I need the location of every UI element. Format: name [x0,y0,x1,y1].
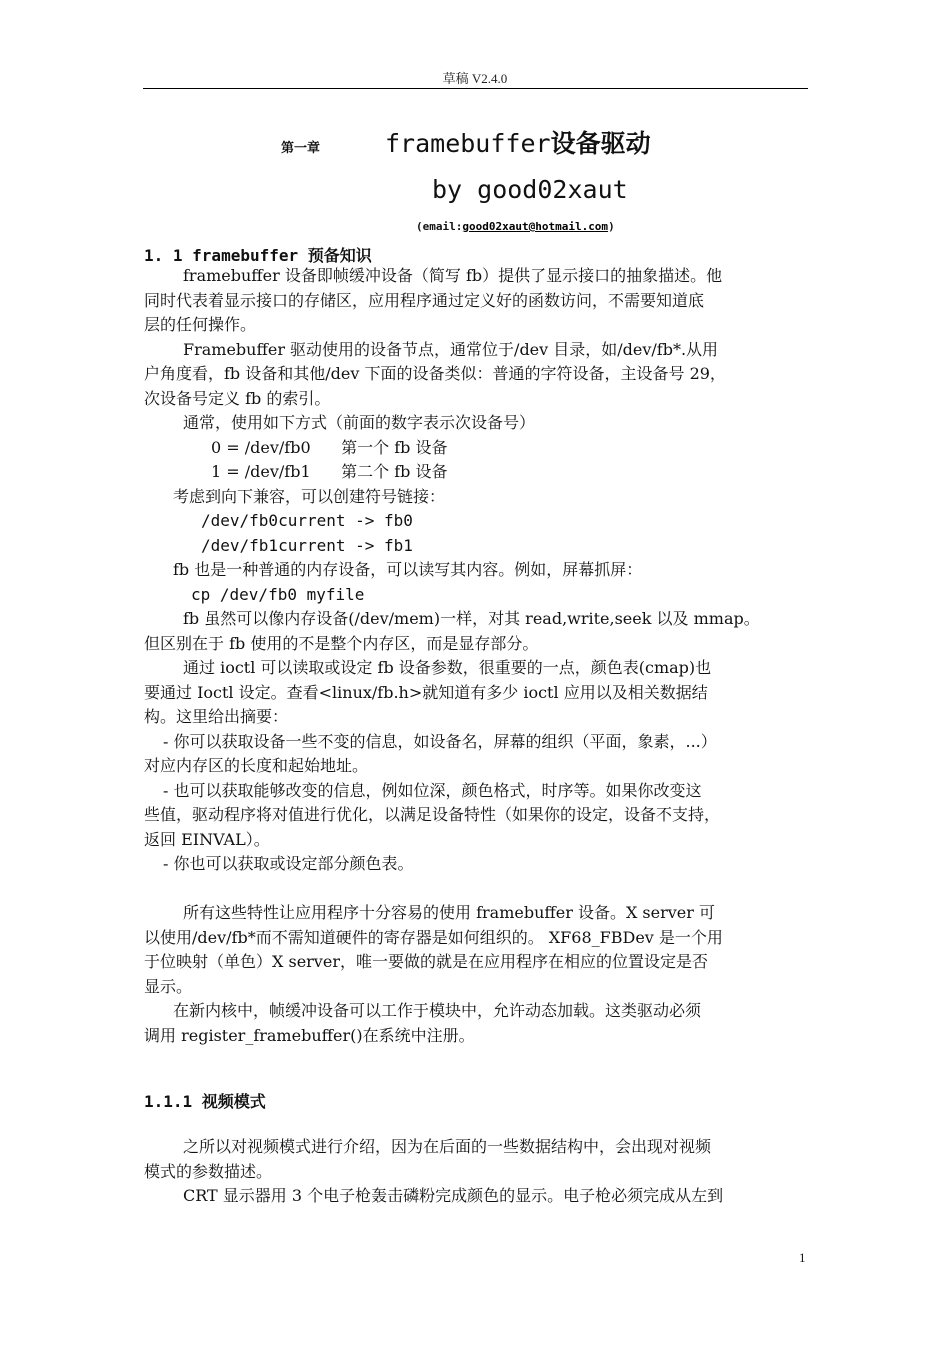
paragraph-line: 但区别在于 fb 使用的不是整个内存区，而是显存部分。 [144,634,539,653]
paragraph-line: 次设备号定义 fb 的索引。 [144,389,331,408]
email-link[interactable]: good02xaut@hotmail.com [462,220,609,233]
paragraph-line: framebuffer 设备即帧缓冲设备（简写 fb）提供了显示接口的抽象描述。他 [183,266,723,285]
paragraph-line: 同时代表着显示接口的存储区，应用程序通过定义好的函数访问，不需要知道底 [144,291,705,310]
paragraph-line: CRT 显示器用 3 个电子枪轰击磷粉完成颜色的显示。电子枪必须完成从左到 [183,1186,724,1205]
author-byline: by good02xaut [432,175,628,204]
paragraph-line: 于位映射（单色）X server，唯一要做的就是在应用程序在相应的位置设定是否 [144,952,708,971]
paragraph-line: 层的任何操作。 [144,315,257,334]
chapter-title-cn: 设备驱动 [550,129,651,158]
code-line: /dev/fb0current -> fb0 [201,511,413,530]
chapter-title-en: framebuffer [385,129,551,158]
paragraph-line: 构。这里给出摘要： [144,707,289,726]
paragraph-line: fb 也是一种普通的内存设备，可以读写其内容。例如，屏幕抓屏： [173,560,643,579]
paragraph-line: Framebuffer 驱动使用的设备节点，通常位于/dev 目录，如/dev/fb*.从用 [183,340,719,359]
paragraph-line: 返回 EINVAL）。 [144,830,270,849]
paragraph-line: 以使用/dev/fb*而不需知道硬件的寄存器是如何组织的。 XF68_FBDev 是一个用 [144,928,723,947]
header-rule [143,88,808,89]
paragraph-line: 在新内核中，帧缓冲设备可以工作于模块中，允许动态加载。这类驱动必须 [173,1001,702,1020]
page-number: 1 [799,1250,806,1265]
email-suffix: ) [608,220,615,233]
code-line: 1 = /dev/fb1 第二个 fb 设备 [211,462,448,481]
paragraph-line: 通过 ioctl 可以读取或设定 fb 设备参数，很重要的一点，颜色表(cmap)也 [183,658,712,677]
paragraph-line: 对应内存区的长度和起始地址。 [144,756,369,775]
paragraph-line: 显示。 [144,977,193,996]
paragraph-line: 要通过 Ioctl 设定。查看<linux/fb.h>就知道有多少 ioctl 应用以及相关数据结 [144,683,708,702]
paragraph-line: 些值，驱动程序将对值进行优化，以满足设备特性（如果你的设定，设备不支持， [144,805,721,824]
code-line: cp /dev/fb0 myfile [191,585,365,604]
bullet-line: - 也可以获取能够改变的信息，例如位深，颜色格式，时序等。如果你改变这 [163,781,702,800]
paragraph-line: 户角度看，fb 设备和其他/dev 下面的设备类似：普通的字符设备，主设备号 29， [144,364,726,383]
paragraph-line: fb 虽然可以像内存设备(/dev/mem)一样，对其 read,write,seek 以及 mmap。 [183,609,760,628]
paragraph-line: 调用 register_framebuffer()在系统中注册。 [144,1026,475,1045]
section-heading-1-1-1: 1.1.1 视频模式 [144,1092,266,1111]
paragraph-line: 通常，使用如下方式（前面的数字表示次设备号） [183,413,536,432]
paragraph-line: 模式的参数描述。 [144,1162,273,1181]
paragraph-line: 之所以对视频模式进行介绍，因为在后面的一些数据结构中，会出现对视频 [183,1137,712,1156]
section-heading-1-1: 1. 1 framebuffer 预备知识 [144,246,372,265]
code-line: /dev/fb1current -> fb1 [201,536,413,555]
bullet-line: - 你也可以获取或设定部分颜色表。 [163,854,414,873]
paragraph-line: 考虑到向下兼容，可以创建符号链接： [173,487,446,506]
draft-header: 草稿 V2.4.0 [442,71,508,86]
bullet-line: - 你可以获取设备一些不变的信息，如设备名，屏幕的组织（平面，象素，...） [163,732,717,751]
email-prefix: (email: [416,220,463,233]
chapter-label: 第一章 [281,141,321,156]
chapter-title [385,124,651,160]
code-line: 0 = /dev/fb0 第一个 fb 设备 [211,438,448,457]
paragraph-line: 所有这些特性让应用程序十分容易的使用 framebuffer 设备。X server 可 [183,903,716,922]
email-line [416,220,615,233]
